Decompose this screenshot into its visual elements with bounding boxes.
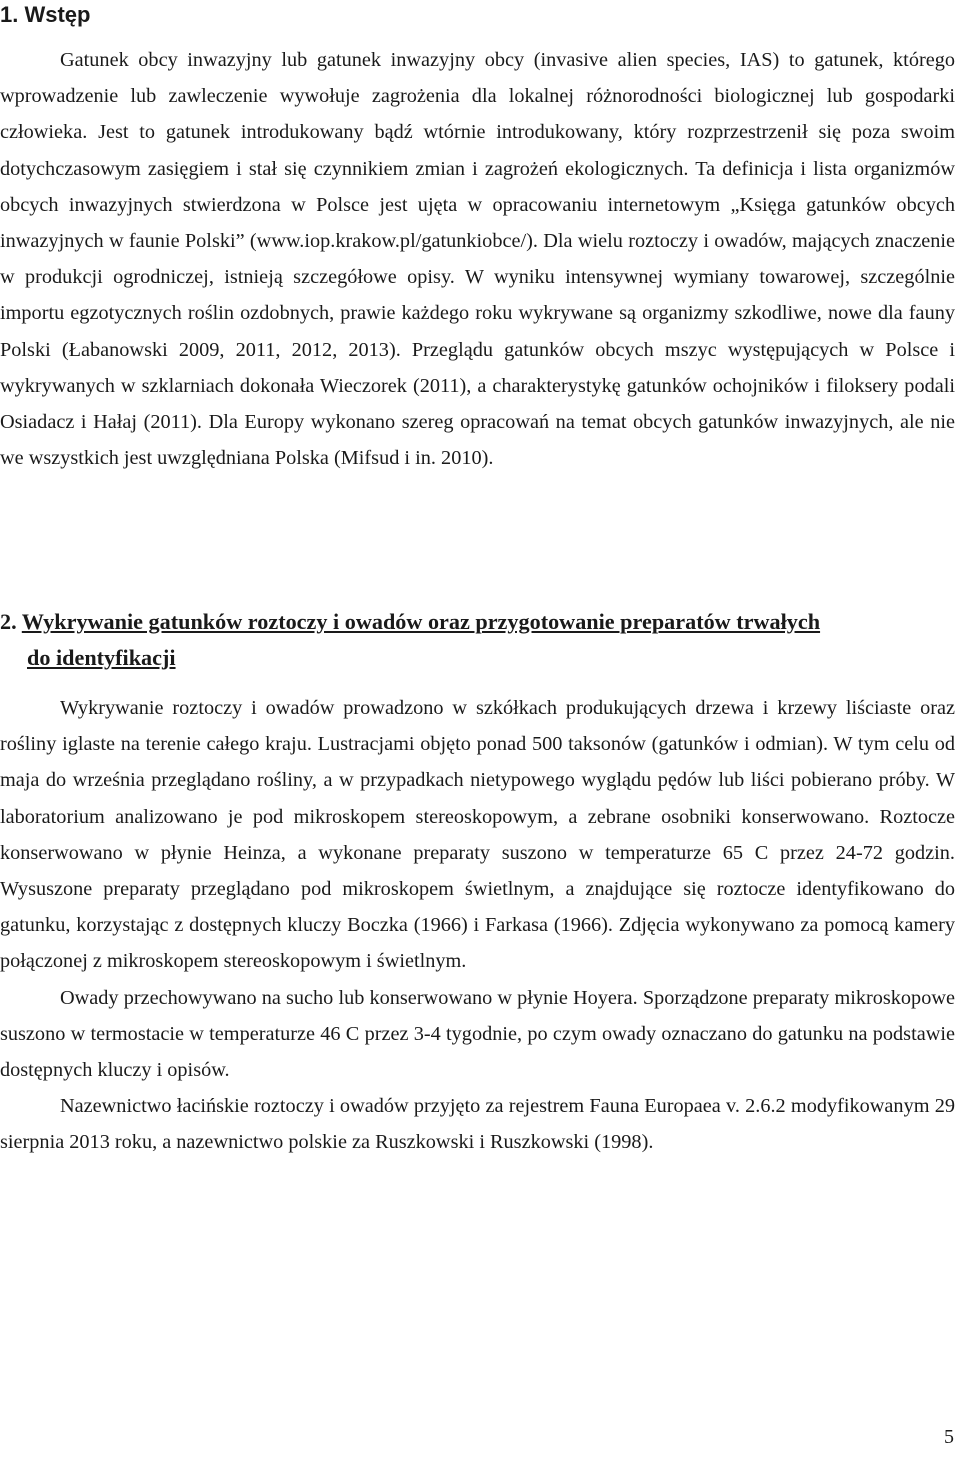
section-1-heading: 1. Wstęp bbox=[0, 2, 91, 27]
section-2-paragraph-3: Nazewnictwo łacińskie roztoczy i owadów przyjęto za rejestrem Fauna Europaea v. 2.6.2 modyfikowanym 29 sierpnia 2013 roku, a nazewnictwo polskie za Ruszkowski i Ruszkowski (1998). bbox=[0, 1095, 955, 1154]
section-1-body bbox=[0, 42, 955, 476]
section-2-number: 2. bbox=[0, 609, 17, 634]
section-2-paragraph-2: Owady przechowywano na sucho lub konserwowano w płynie Hoyera. Sporządzone preparaty mikroskopowe suszono w termostacie w temperaturze 46 C przez 3-4 tygodnie, po czym owady oznaczano do gatunku na podstawie dostępnych kluczy i opisów. bbox=[0, 986, 955, 1082]
section-2-paragraph-1: Wykrywanie roztoczy i owadów prowadzono w szkółkach produkujących drzewa i krzewy liściaste oraz rośliny iglaste na terenie całego kraju. Lustracjami objęto ponad 500 taksonów (gatunków i odmian). W tym celu od maja do września przeglądano rośliny, a w przypadkach nietypowego wyglądu pędów lub liści pobierano próby. W laboratorium analizowano je pod mikroskopem stereoskopowym, a zebrane osobniki konserwowano. Roztocze konserwowano w płynie Heinza, a wykonane preparaty suszono w temperaturze 65 C przez 24-72 godzin. Wysuszone preparaty przeglądano pod mikroskopem świetlnym, a znajdujące się roztocze identyfikowano do gatunku, korzystając z dostępnych kluczy Boczka (1966) i Farkasa (1966). Zdjęcia wykonywano za pomocą kamery połączonej z mikroskopem stereoskopowym i świetlnym. bbox=[0, 697, 955, 973]
section-2-heading-line-2: do identyfikacji bbox=[27, 645, 176, 670]
section-2-heading bbox=[0, 604, 955, 676]
section-2-heading-line-1: Wykrywanie gatunków roztoczy i owadów oraz przygotowanie preparatów trwałych bbox=[21, 609, 821, 634]
section-1-paragraph-1: Gatunek obcy inwazyjny lub gatunek inwazyjny obcy (invasive alien species, IAS) to gatunek, którego wprowadzenie lub zawleczenie wywołuje zagrożenia dla lokalnej różnorodności biologicznej lub gospodarki człowieka. Jest to gatunek introdukowany bądź wtórnie introdukowany, który rozprzestrzenił się poza swoim dotychczasowym zasięgiem i stał się czynnikiem zmian i zagrożeń ekologicznych. Ta definicja i lista organizmów obcych inwazyjnych stwierdzona w Polsce jest ujęta w opracowaniu internetowym „Księga gatunków obcych inwazyjnych w faunie Polski” (www.iop.krakow.pl/gatunkiobce/). Dla wielu roztoczy i owadów, mających znaczenie w produkcji ogrodniczej, istnieją szczegółowe opisy. W wyniku intensywnej wymiany towarowej, szczególnie importu egzotycznych roślin ozdobnych, prawie każdego roku wykrywane są organizmy szkodliwe, nowe dla fauny Polski (Łabanowski 2009, 2011, 2012, 2013). Przeglądu gatunków obcych mszyc występujących w Polsce i wykrywanych w szklarniach dokonała Wieczorek (2011), a charakterystykę gatunków ochojników i filoksery podali Osiadacz i Hałaj (2011). Dla Europy wykonano szereg opracowań na temat obcych gatunków inwazyjnych, ale nie we wszystkich jest uwzględniana Polska (Mifsud i in. 2010). bbox=[0, 49, 955, 470]
section-2-body bbox=[0, 690, 955, 1161]
page-number: 5 bbox=[944, 1426, 954, 1448]
